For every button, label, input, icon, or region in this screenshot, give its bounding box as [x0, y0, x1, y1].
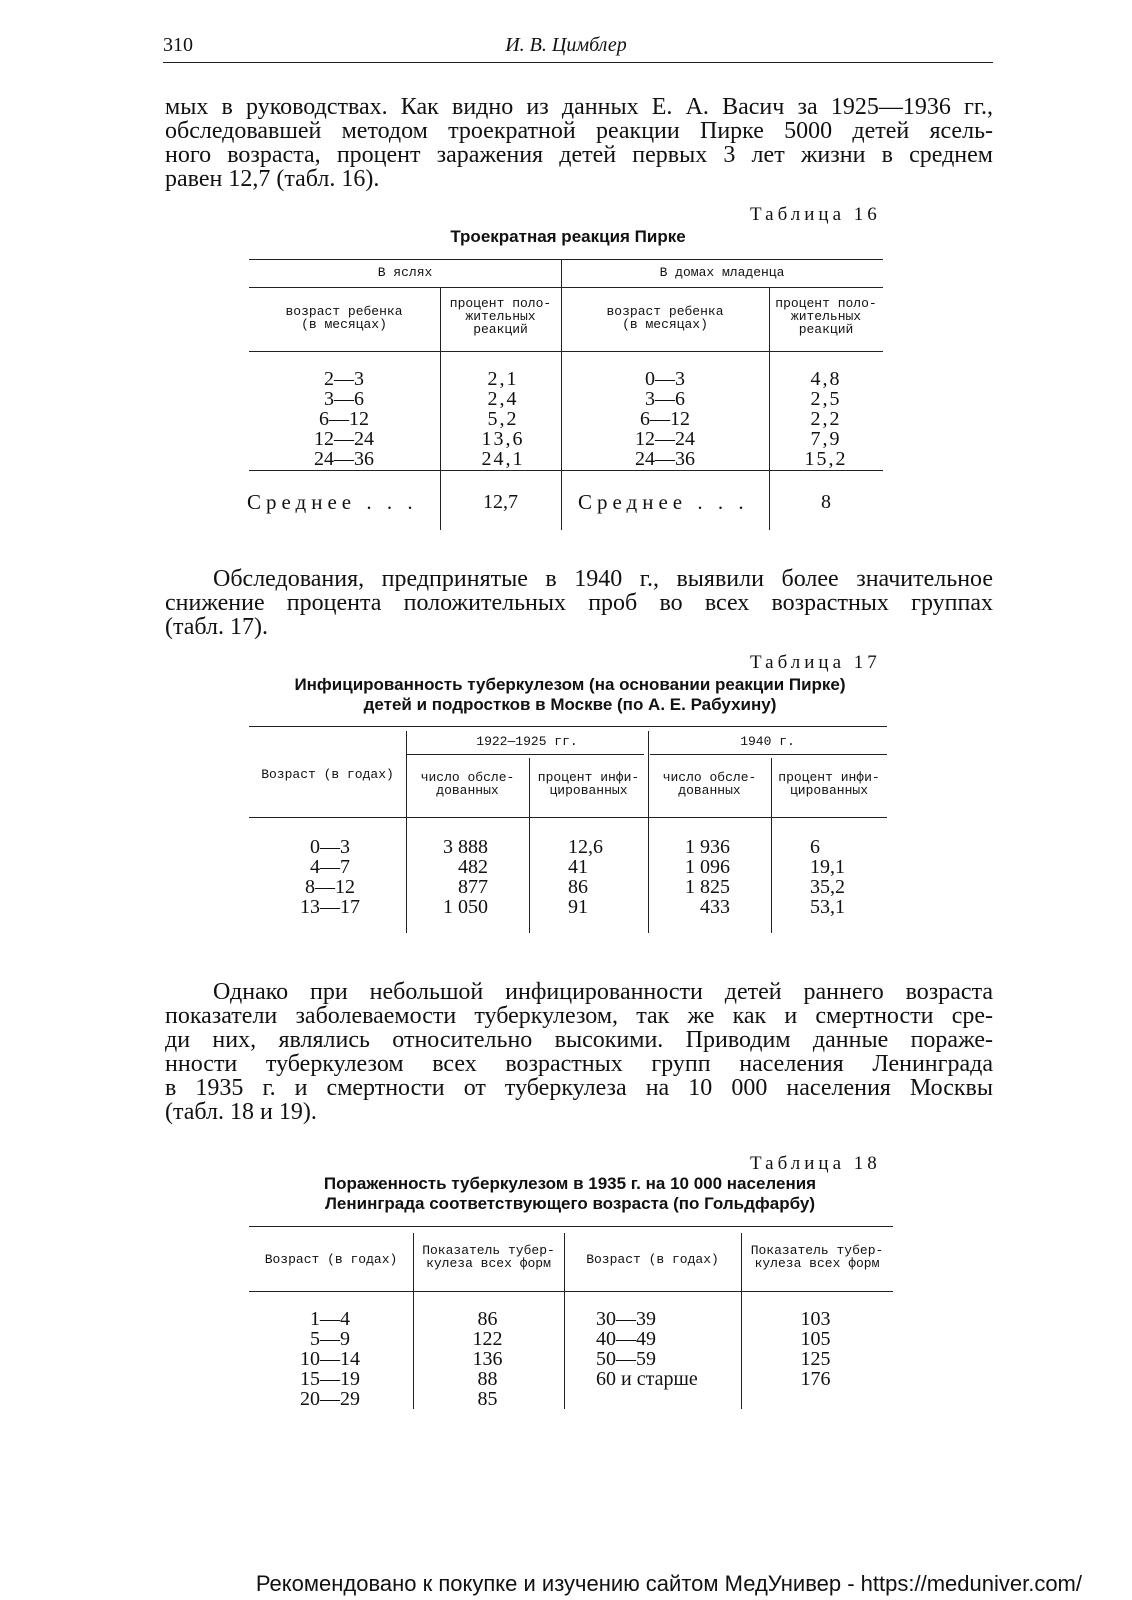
table-cell: 2—3	[324, 368, 364, 390]
paragraph-line: в 1935 г. и смертности от туберкулеза на 10 000 населения Москвы	[165, 1075, 993, 1101]
column-examined-1922	[410, 837, 488, 917]
column-infected-1922	[568, 837, 638, 917]
paragraph-1	[165, 95, 993, 191]
paragraph-line: нности туберкулезом всех возрастных групп населения Ленинграда	[165, 1051, 993, 1077]
col-header-examined: число обсле- дованных	[420, 770, 515, 798]
table-cell: 6—12	[319, 408, 369, 430]
col-header-positive-pct: процент поло- жительных реакций	[449, 296, 552, 337]
table-18-title: Пораженность туберкулезом в 1935 г. на 10 000 населения Ленинграда соответствующего возраста (по Гольдфарбу)	[323, 1174, 817, 1213]
table-cell: 2,2	[810, 408, 842, 430]
paragraph-line: Однако при небольшой инфицированности детей раннего возраста	[213, 979, 993, 1005]
table-cell: 5—9	[310, 1328, 350, 1350]
table-18-number: Таблица 18	[750, 1153, 881, 1174]
table-17-title: Инфицированность туберкулезом (на основании реакции Пирке) детей и подростков в Москве (по А. Е. Рабухину)	[294, 675, 846, 714]
table-cell: 482	[458, 856, 488, 878]
table-cell: 103	[800, 1308, 831, 1330]
table-cell: 1 825	[685, 876, 730, 898]
column-ages	[265, 837, 395, 917]
table-cell: 24,1	[481, 448, 525, 470]
paragraph-line: снижение процента положительных проб во всех возрастных группах	[165, 590, 993, 616]
column-examined-1940	[650, 837, 730, 917]
table-cell: 122	[472, 1328, 503, 1350]
column-ages-infant-homes	[561, 369, 769, 469]
running-head-author: И. В. Цимблер	[505, 34, 627, 56]
table-cell: 24—36	[314, 448, 374, 470]
header-rule	[163, 62, 993, 63]
header-nursery: В яслях	[377, 265, 433, 280]
table-cell: 4—7	[310, 856, 350, 878]
col-header-tb-index: Показатель тубер- кулеза всех форм	[750, 1243, 884, 1271]
table-cell: 15—19	[300, 1368, 360, 1390]
table-cell: 3—6	[324, 388, 364, 410]
table-cell: 6	[810, 836, 820, 858]
col-header-age-months: возраст ребенка (в месяцах)	[606, 304, 724, 332]
col-header-tb-index: Показатель тубер- кулеза всех форм	[422, 1243, 555, 1271]
column-index-right	[748, 1309, 883, 1389]
table-cell: 35,2	[810, 876, 845, 898]
table-cell: 91	[568, 896, 588, 918]
table-cell: 13—17	[300, 896, 360, 918]
paragraph-3	[165, 980, 993, 1124]
table-17-number: Таблица 17	[750, 652, 881, 673]
table-cell: 5,2	[487, 408, 519, 430]
paragraph-line: ди них, являлись относительно высокими. Приводим данные пораже-	[165, 1027, 993, 1053]
table-cell: 0—3	[310, 836, 350, 858]
table-cell: 125	[800, 1348, 831, 1370]
table-cell: 2,1	[487, 368, 519, 390]
col-header-examined: число обсле- дованных	[662, 770, 757, 798]
column-pct-infant-homes	[769, 369, 883, 469]
table-cell: 88	[477, 1368, 498, 1390]
paragraph-line: Обследования, предпринятые в 1940 г., выявили более значительное	[213, 566, 993, 592]
page-number: 310	[163, 34, 193, 56]
paragraph-line: (табл. 18 и 19).	[165, 1099, 317, 1125]
col-header-infected-pct: процент инфи- цированных	[778, 770, 880, 798]
col-header-age-years: Возраст (в годах)	[586, 1252, 719, 1267]
table-cell: 7,9	[810, 428, 842, 450]
column-pct-nursery	[448, 369, 558, 469]
table-16-number: Таблица 16	[750, 204, 881, 225]
table-cell: 176	[800, 1368, 831, 1390]
table-cell: 1 096	[685, 856, 730, 878]
table-cell: 53,1	[810, 896, 845, 918]
table-cell: 1—4	[310, 1308, 350, 1330]
table-cell: 3 888	[443, 836, 488, 858]
table-cell: 12—24	[635, 428, 695, 450]
table-cell: 30—39	[596, 1308, 656, 1330]
table-cell: 6—12	[640, 408, 690, 430]
table-cell: 8—12	[305, 876, 355, 898]
table-cell: 20—29	[300, 1388, 360, 1410]
table-cell: 19,1	[810, 856, 845, 878]
col-header-positive-pct: процент поло- жительных реакций	[775, 296, 877, 337]
col-header-infected-pct: процент инфи- цированных	[537, 770, 640, 798]
table-cell: 50—59	[596, 1348, 656, 1370]
table-cell: 41	[568, 856, 588, 878]
header-period-1922-1925: 1922—1925 гг.	[476, 734, 578, 749]
table-cell: 1 050	[443, 896, 488, 918]
table-cell: 433	[700, 896, 730, 918]
column-ages-left	[265, 1309, 395, 1409]
average-value-infant-homes: 8	[821, 491, 831, 513]
header-infant-homes: В домах младенца	[659, 265, 785, 280]
average-label-infant-homes: Среднее . . .	[578, 490, 749, 514]
table-cell: 86	[477, 1308, 498, 1330]
col-header-age-years: Возраст (в годах)	[264, 1252, 398, 1267]
column-ages-nursery	[249, 369, 439, 469]
average-value-nursery: 12,7	[483, 491, 518, 513]
paragraph-line: (табл. 17).	[165, 614, 269, 640]
table-cell: 24—36	[635, 448, 695, 470]
table-cell: 105	[800, 1328, 831, 1350]
paragraph-2	[165, 567, 993, 639]
average-label-nursery: Среднее . . .	[247, 490, 418, 514]
footer-watermark: Рекомендовано к покупке и изучению сайтом МедУнивер - https://meduniver.com/	[255, 1571, 1082, 1596]
table-cell: 12,6	[568, 836, 603, 858]
table-16-title: Троекратная реакция Пирке	[450, 227, 686, 246]
col-header-age-months: возраст ребенка (в месяцах)	[285, 304, 403, 332]
table-cell: 2,4	[487, 388, 519, 410]
table-cell: 86	[568, 876, 588, 898]
table-cell: 1 936	[685, 836, 730, 858]
table-cell: 40—49	[596, 1328, 656, 1350]
paragraph-line: равен 12,7 (табл. 16).	[165, 166, 380, 192]
table-cell: 13,6	[481, 428, 525, 450]
table-cell: 15,2	[804, 448, 848, 470]
column-infected-1940	[810, 837, 880, 917]
table-cell: 85	[477, 1388, 498, 1410]
table-cell: 3—6	[645, 388, 685, 410]
table-cell: 0—3	[645, 368, 685, 390]
table-cell: 10—14	[300, 1348, 360, 1370]
table-cell: 60 и старше	[596, 1368, 698, 1390]
table-cell: 136	[472, 1348, 503, 1370]
col-header-age-years: Возраст (в годах)	[261, 767, 394, 782]
table-cell: 2,5	[810, 388, 842, 410]
paragraph-line: обследовавшей методом троекратной реакции Пирке 5000 детей ясель-	[165, 118, 993, 144]
header-period-1940: 1940 г.	[740, 734, 795, 749]
column-index-left	[420, 1309, 555, 1409]
table-cell: 12—24	[314, 428, 374, 450]
table-cell: 4,8	[810, 368, 842, 390]
column-ages-right	[596, 1309, 736, 1389]
table-cell: 877	[458, 876, 488, 898]
paragraph-line: показатели заболеваемости туберкулезом, так же как и смертности сре-	[165, 1003, 993, 1029]
paragraph-line: мых в руководствах. Как видно из данных Е. А. Васич за 1925—1936 гг.,	[165, 94, 993, 120]
paragraph-line: ного возраста, процент заражения детей первых 3 лет жизни в среднем	[165, 142, 993, 168]
